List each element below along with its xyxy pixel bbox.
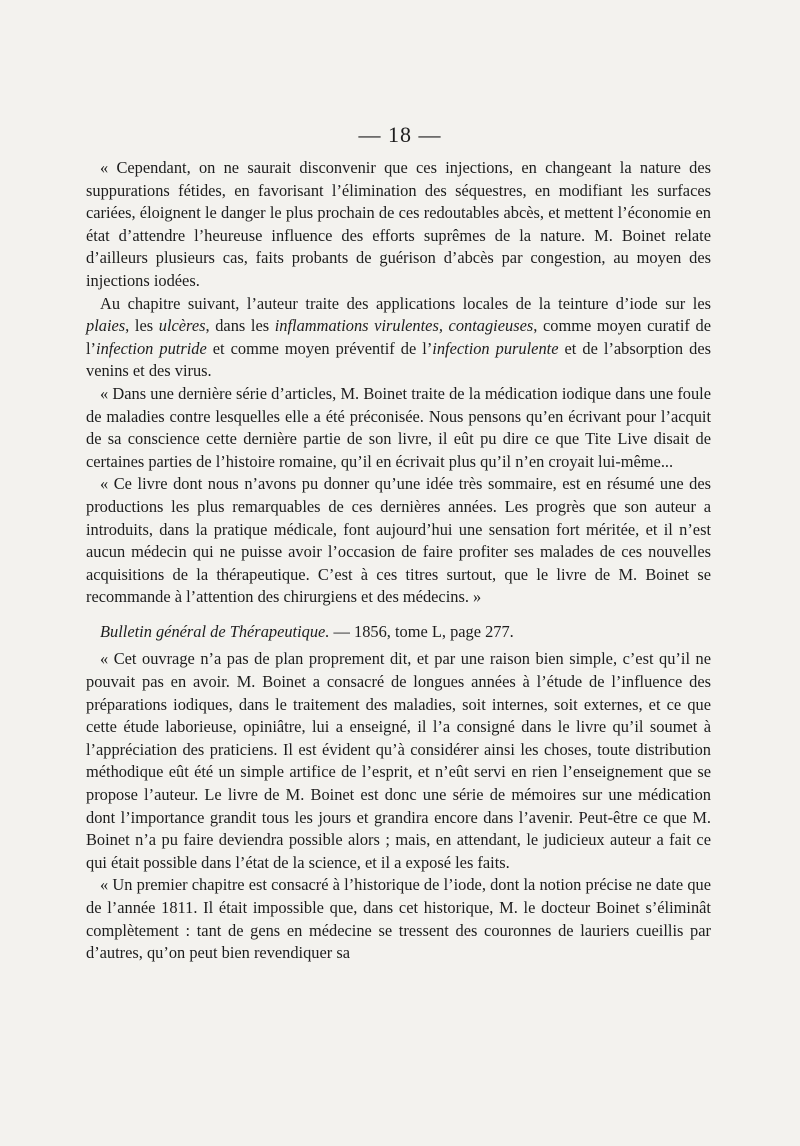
emphasis-infection-purulente: infection purulente xyxy=(432,338,559,358)
emphasis-infection-putride: infection putride xyxy=(96,338,207,358)
text-run: , les xyxy=(125,316,159,336)
text-run: , dans les xyxy=(205,316,275,336)
paragraph-history: « Un premier chapitre est consacré à l’historique de l’iode, dont la notion précise ne date que de l’année 1811. Il était impossible que, dans cet historique, M. le docteur Boinet s’éliminât complètement : tant de gens en médecine se tressent des couronnes de lauriers cueillis par d’autres, qu’on peut bien revendiquer sa xyxy=(86,875,711,963)
text-run: et de l’absorption des venins et des virus. xyxy=(86,338,711,381)
emphasis-plaies: plaies xyxy=(86,316,126,336)
citation-heading xyxy=(86,621,711,644)
paragraph-no-plan: « Cet ouvrage n’a pas de plan proprement dit, et par une raison bien simple, c’est qu’il ne pouvait pas en avoir. M. Boinet a consacré de longues années à l’étude de l’influence des préparations iodiques, dans le traitement des maladies, soit internes, soit externes, et ce que cette étude laborieuse, opiniâtre, lui a enseigné, il l’a consigné dans le livre qu’il soumet à l’appréciation des praticiens. Il est évident qu’à considérer ainsi les choses, toute distribution méthodique eût été un simple artifice de l’esprit, et n’eût servi en rien l’enseignement que se propose l’auteur. Le livre de M. Boinet est donc une série de mémoires sur une médication dont l’importance grandit tous les jours et grandira encore dans l’avenir. Peut-être ce que M. Boinet n’a pu faire deviendra possible alors ; mais, en attendant, le judicieux auteur a fait ce qui était possible dans l’état de la science, et il a exposé les faits. xyxy=(86,649,711,872)
page-number: — 18 — xyxy=(358,122,442,147)
text-run: et comme moyen préventif de l’ xyxy=(206,338,433,358)
paragraph-local-applications xyxy=(86,293,711,383)
citation-title: Bulletin général de Thérapeutique. xyxy=(100,621,330,641)
paragraph-injections: « Cependant, on ne saurait disconvenir que ces injections, en changeant la nature des suppurations fétides, en favorisant l’élimination des séquestres, en modifiant les surfaces cariées, éloignent le danger le plus prochain de ces redoutables abcès, et mettent l’économie en état d’attendre l’heureuse influence des efforts suprêmes de la nature. M. Boinet relate d’ailleurs plusieurs cas, faits probants de guérison d’abcès par congestion, au moyen des injections iodées. xyxy=(86,158,711,290)
body-text xyxy=(86,157,711,965)
text-run: , comme moyen curatif de l’ xyxy=(86,316,711,358)
paragraph-summary: « Ce livre dont nous n’avons pu donner qu’une idée très sommaire, est en résumé une des productions les plus remarquables de ces dernières années. Les progrès que son auteur a introduits, dans la pratique médicale, font aujourd’hui une sensation fort méritée, et il n’est aucun médecin qui ne puisse avoir l’occasion de faire profiter ses malades de ces nouvelles acquisitions de la thérapeutique. C’est à ces titres surtout, que le livre de M. Boinet se recommande à l’attention des chirurgiens et des médecins. » xyxy=(86,474,711,607)
citation-details: — 1856, tome L, page 277. xyxy=(329,621,514,641)
emphasis-ulceres: ulcères xyxy=(158,316,206,336)
emphasis-inflammations: inflammations virulentes, contagieuses xyxy=(274,316,534,336)
text-run: Au chapitre suivant, l’auteur traite des applications locales de la teinture d’iode sur les xyxy=(100,293,711,313)
paragraph-last-series: « Dans une dernière série d’articles, M. Boinet traite de la médication iodique dans une foule de maladies contre lesquelles elle a été préconisée. Nous pensons qu’en écrivant pour l’acquit de sa conscience cette dernière partie de son livre, il eût pu dire ce que Tite Live disait de certaines parties de l’histoire romaine, qu’il en écrivait plus qu’il n’en croyait lui-même... xyxy=(86,383,711,471)
